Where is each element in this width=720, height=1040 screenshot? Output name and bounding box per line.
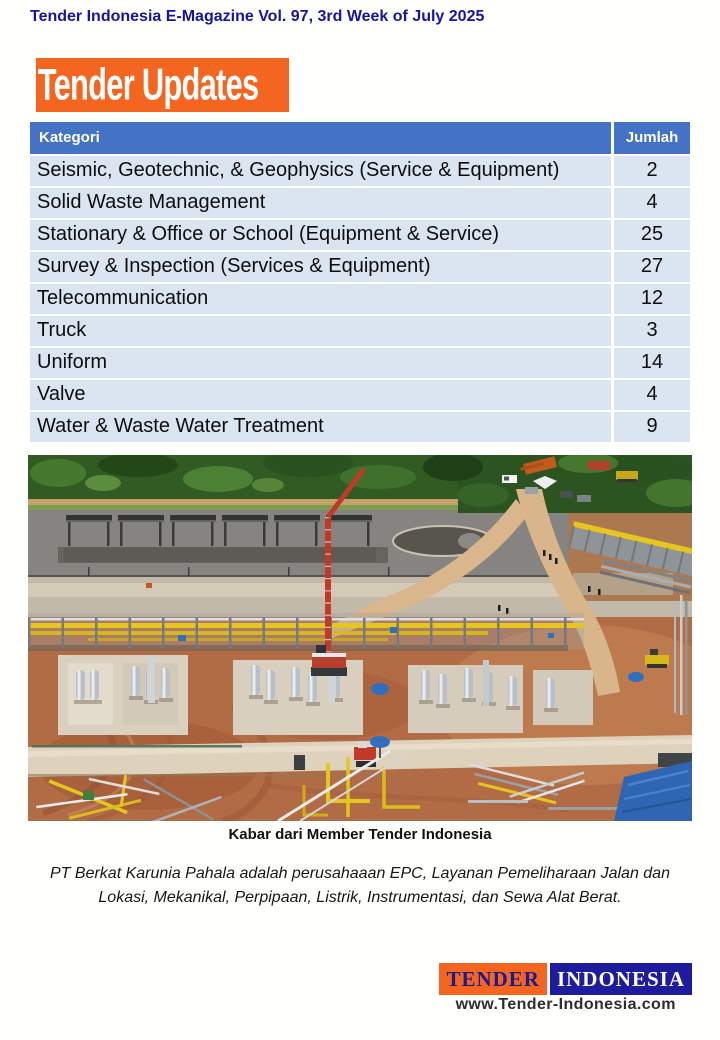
- jumlah-cell: 14: [611, 348, 690, 378]
- construction-site-photo: [28, 455, 692, 821]
- column-header-jumlah: Jumlah: [611, 122, 690, 154]
- website-link[interactable]: www.Tender-Indonesia.com: [455, 996, 676, 1013]
- table-row: [30, 156, 690, 186]
- jumlah-cell: 12: [611, 284, 690, 314]
- table-row: [30, 412, 690, 442]
- page-title: Tender Indonesia E-Magazine Vol. 97, 3rd Week of July 2025: [30, 8, 485, 25]
- kategori-cell: Water & Waste Water Treatment: [37, 415, 324, 437]
- table-row: [30, 220, 690, 250]
- tender-indonesia-logo: [439, 963, 692, 1014]
- logo-indonesia-box: INDONESIA: [550, 963, 692, 995]
- jumlah-cell: 27: [611, 252, 690, 282]
- kategori-cell: Valve: [37, 383, 86, 405]
- member-news-text: PT Berkat Karunia Pahala adalah perusahaaan EPC, Layanan Pemeliharaan Jalan dan Lokasi, Mekanikal, Perpipaan, Listrik, Instrumentasi, dan Sewa Alat Berat.: [50, 865, 670, 906]
- table-row: [30, 284, 690, 314]
- banner-label: Tender Updates: [37, 59, 259, 110]
- tender-category-table: [30, 122, 690, 444]
- jumlah-cell: 9: [611, 412, 690, 442]
- jumlah-cell: 3: [611, 316, 690, 346]
- jumlah-cell: 4: [611, 188, 690, 218]
- tender-updates-banner: [36, 58, 289, 112]
- table-row: [30, 348, 690, 378]
- kategori-cell: Uniform: [37, 351, 108, 373]
- kategori-cell: Solid Waste Management: [37, 191, 266, 213]
- table-header-row: [30, 122, 690, 154]
- jumlah-cell: 2: [611, 156, 690, 186]
- column-header-kategori: Kategori: [39, 129, 100, 146]
- kategori-cell: Survey & Inspection (Services & Equipment): [37, 255, 431, 277]
- kategori-cell: Truck: [37, 319, 87, 341]
- table-row: [30, 380, 690, 410]
- photo-caption: Kabar dari Member Tender Indonesia: [228, 826, 492, 843]
- kategori-cell: Stationary & Office or School (Equipment & Service): [37, 223, 500, 245]
- jumlah-cell: 25: [611, 220, 690, 250]
- logo-tender-box: TENDER: [439, 963, 547, 995]
- table-row: [30, 252, 690, 282]
- kategori-cell: Seismic, Geotechnic, & Geophysics (Service & Equipment): [37, 159, 560, 181]
- table-row: [30, 188, 690, 218]
- table-row: [30, 316, 690, 346]
- jumlah-cell: 4: [611, 380, 690, 410]
- logo-wordmark: [439, 963, 692, 995]
- kategori-cell: Telecommunication: [37, 287, 209, 309]
